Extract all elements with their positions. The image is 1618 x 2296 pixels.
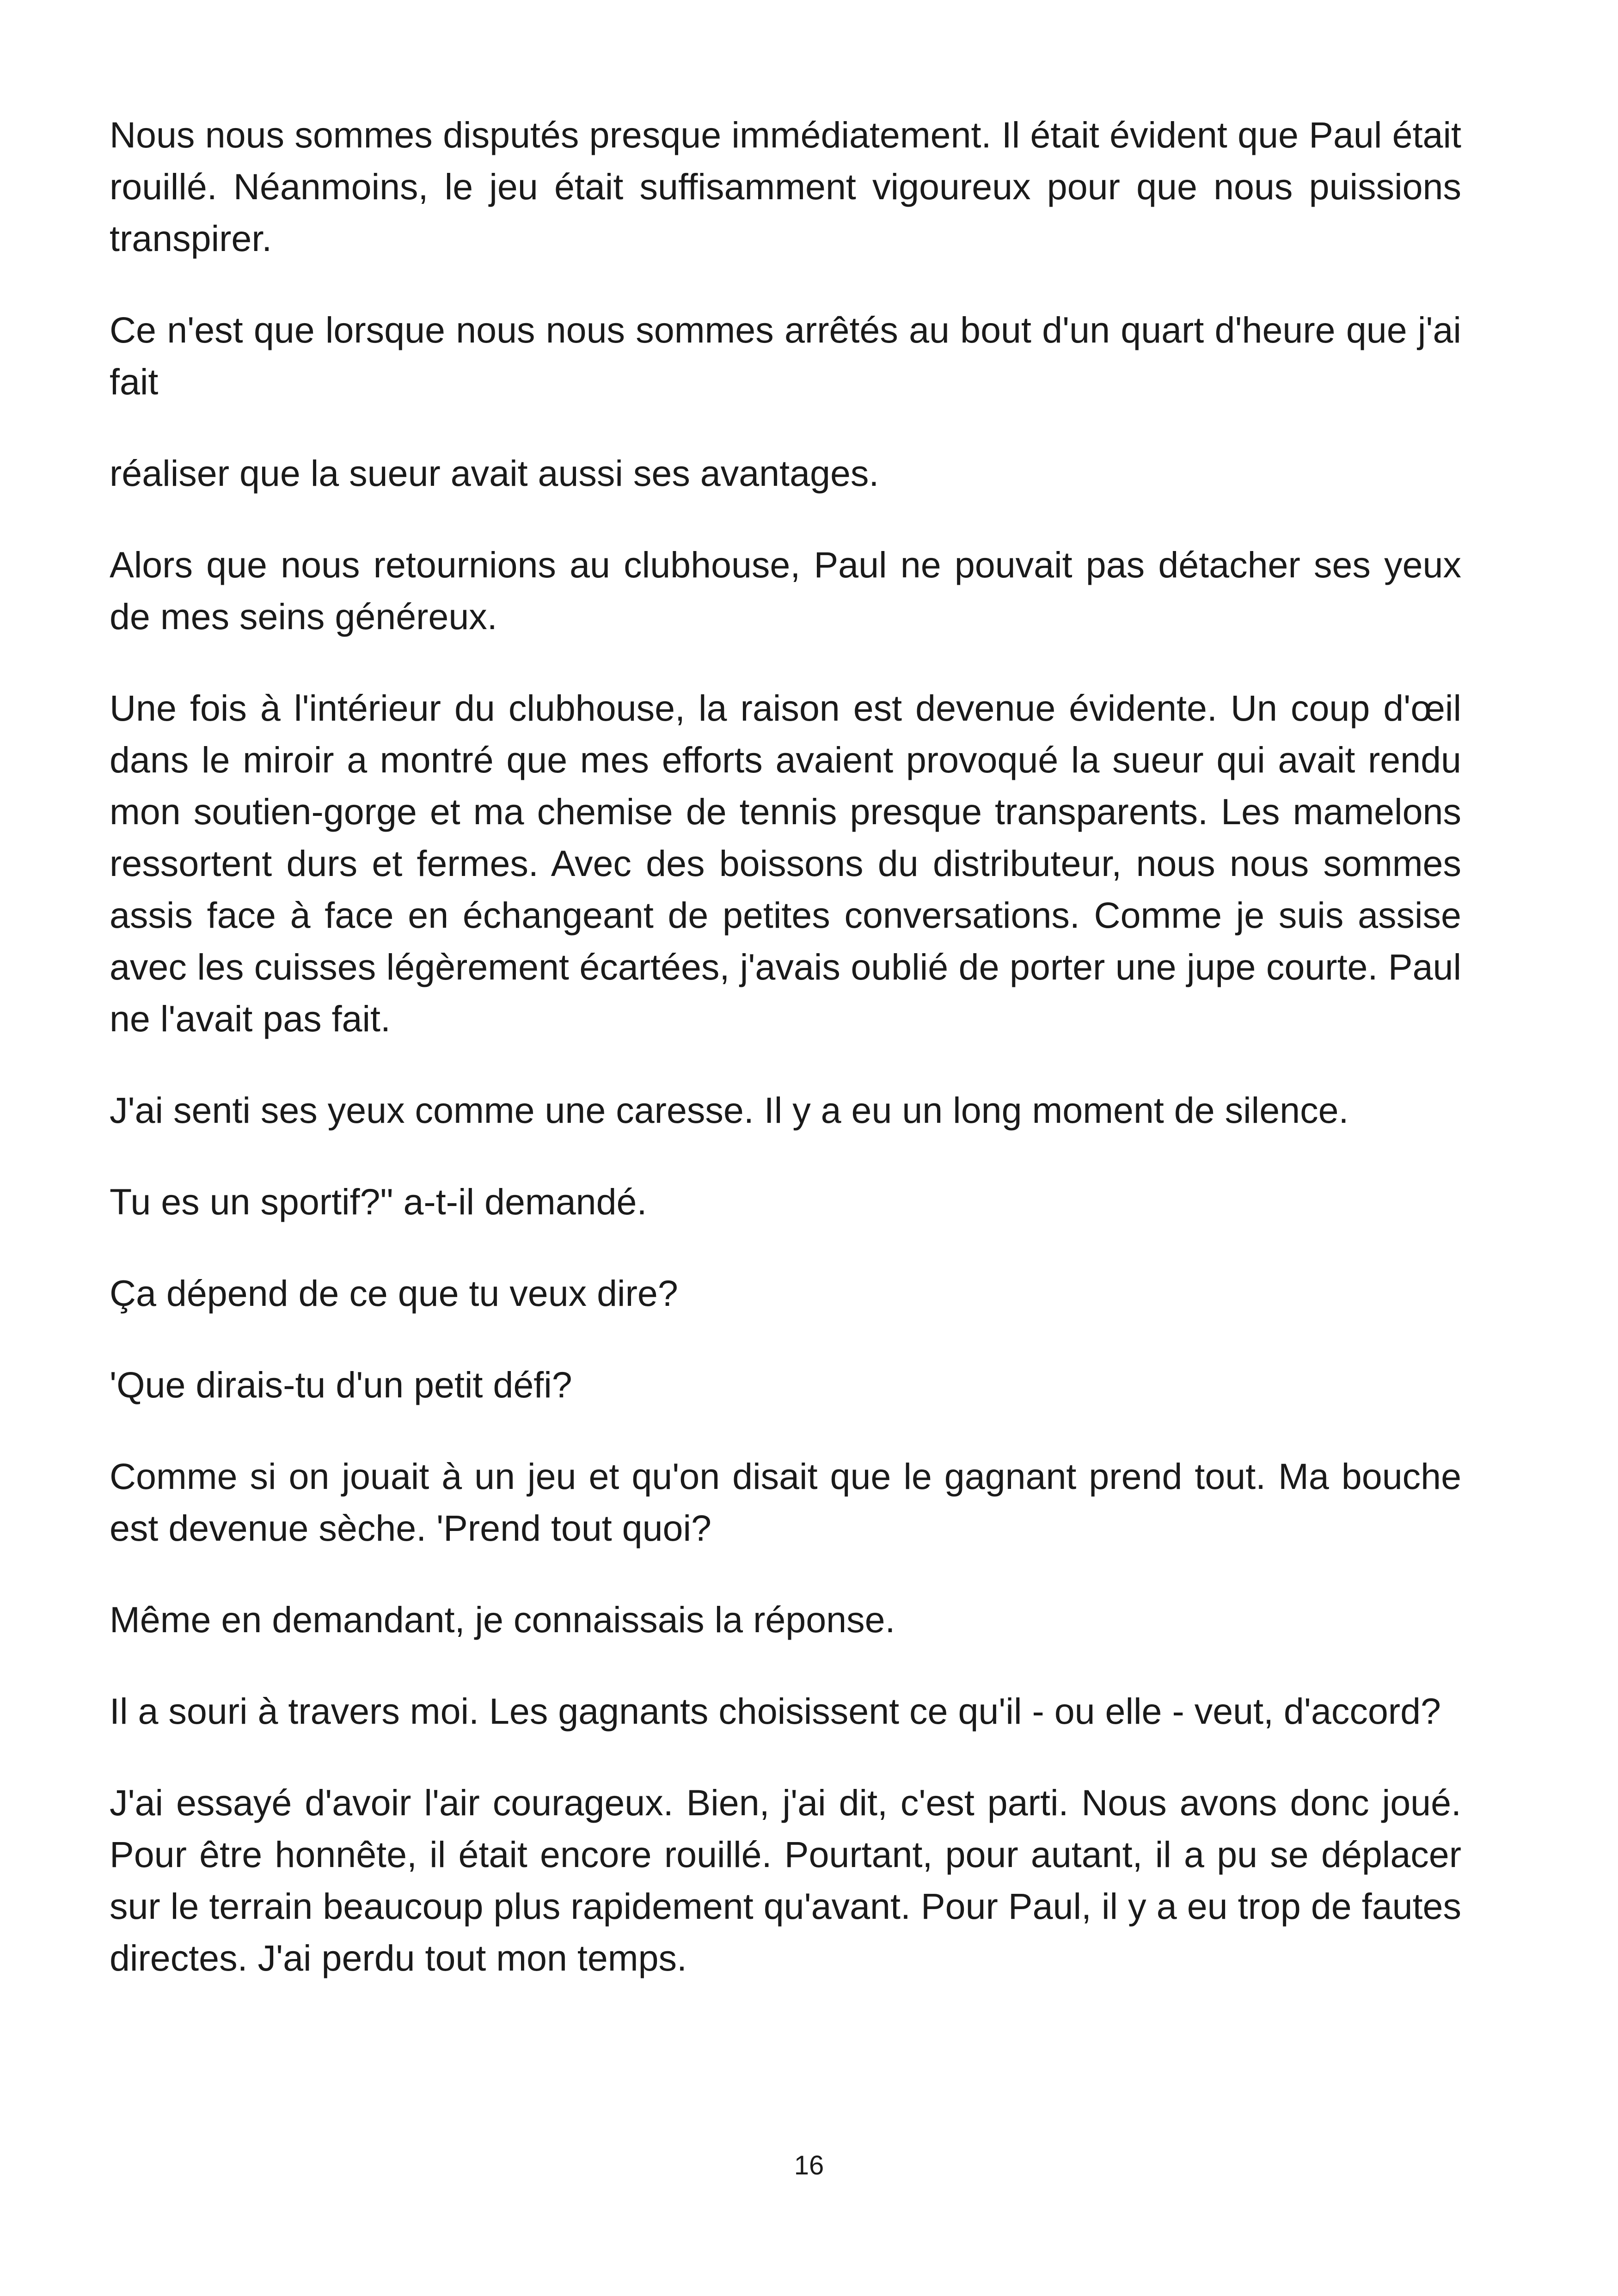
body-text — [110, 109, 1461, 2024]
paragraph: Tu es un sportif?" a-t-il demandé. — [110, 1181, 647, 1222]
page-number: 16 — [794, 2150, 824, 2180]
paragraph: J'ai senti ses yeux comme une caresse. Il y a eu un long moment de silence. — [110, 1090, 1349, 1131]
paragraph: Nous nous sommes disputés presque immédiatement. Il était évident que Paul était rouillé. Néanmoins, le jeu était suffisamment vigoureux pour que nous puissions transpirer. — [110, 114, 1461, 259]
paragraph: réaliser que la sueur avait aussi ses avantages. — [110, 453, 879, 494]
paragraph: 'Que dirais-tu d'un petit défi? — [110, 1364, 572, 1405]
paragraph: Ça dépend de ce que tu veux dire? — [110, 1273, 678, 1314]
paragraph: Ce n'est que lorsque nous nous sommes arrêtés au bout d'un quart d'heure que j'ai fait — [110, 309, 1461, 402]
paragraph: Comme si on jouait à un jeu et qu'on disait que le gagnant prend tout. Ma bouche est devenue sèche. 'Prend tout quoi? — [110, 1456, 1461, 1549]
paragraph: Même en demandant, je connaissais la réponse. — [110, 1599, 895, 1640]
paragraph: J'ai essayé d'avoir l'air courageux. Bien, j'ai dit, c'est parti. Nous avons donc joué. Pour être honnête, il était encore rouillé. Pourtant, pour autant, il a pu se déplacer sur le terrain beaucoup plus rapidement qu'avant. Pour Paul, il y a eu trop de fautes directes. J'ai perdu tout mon temps. — [110, 1782, 1461, 1978]
paragraph: Alors que nous retournions au clubhouse, Paul ne pouvait pas détacher ses yeux de mes seins généreux. — [110, 544, 1461, 637]
paragraph: Une fois à l'intérieur du clubhouse, la raison est devenue évidente. Un coup d'œil dans le miroir a montré que mes efforts avaient provoqué la sueur qui avait rendu mon soutien-gorge et ma chemise de tennis presque transparents. Les mamelons ressortent durs et fermes. Avec des boissons du distributeur, nous nous sommes assis face à face en échangeant de petites conversations. Comme je suis assise avec les cuisses légèrement écartées, j'avais oublié de porter une jupe courte. Paul ne l'avait pas fait. — [110, 687, 1461, 1039]
paragraph: Il a souri à travers moi. Les gagnants choisissent ce qu'il - ou elle - veut, d'accord? — [110, 1690, 1441, 1732]
